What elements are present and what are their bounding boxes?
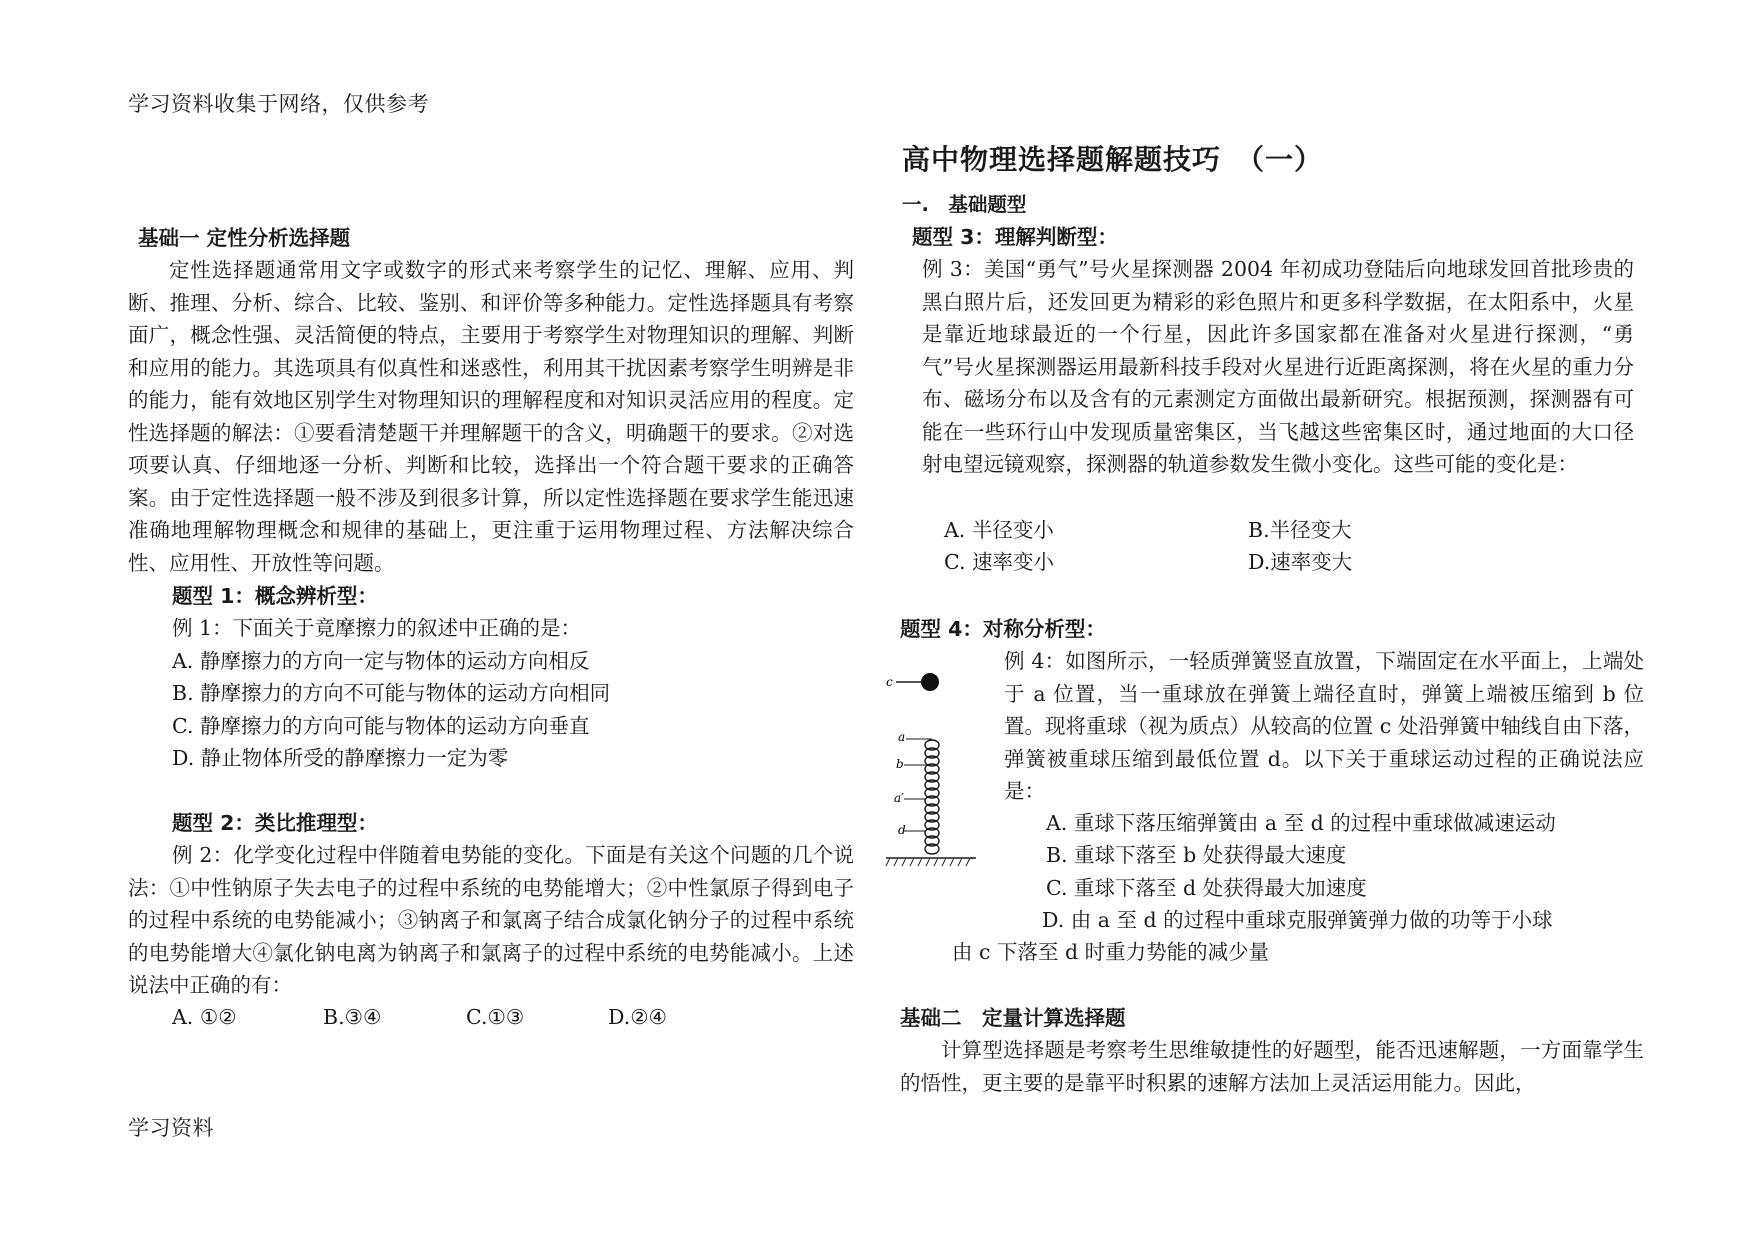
- svg-text:b: b: [896, 757, 904, 771]
- example3-option-d: D.速率变大: [1248, 550, 1353, 574]
- example4-question: 例 4：如图所示，一轻质弹簧竖直放置，下端固定在水平面上，上端处于 a 位置，当一重球放在弹簧上端径直时，弹簧上端被压缩到 b 位置。现将重球（视为质点）从较高的位置 c 处沿弹簧中轴线自由下落，弹簧被重球压缩到最低位置 d。以下关于重球运动过程的正确说法应是：: [1004, 649, 1644, 803]
- example4-option-b: B. 重球下落至 b 处获得最大速度: [1046, 843, 1347, 867]
- example2-question: 例 2：化学变化过程中伴随着电势能的变化。下面是有关这个问题的几个说法：①中性钠原子失去电子的过程中系统的电势能增大；②中性氯原子得到电子的过程中系统的电势能减小；③钠离子和氯离子结合成氯化钠分子的过程中系统的电势能增大④氯化钠电离为钠离子和氯离子的过程中系统的电势能减小。上述说法中正确的有：: [128, 843, 854, 997]
- spring-figure: [880, 668, 980, 876]
- figure-label-c: [886, 675, 893, 689]
- svg-text:c: c: [886, 675, 893, 689]
- type4-heading: 题型 4：对称分析型：: [900, 617, 1106, 641]
- example2-option-b: B.③④: [323, 1005, 382, 1029]
- section-title-quantitative: 基础二 定量计算选择题: [900, 1006, 1126, 1030]
- example1-question: 例 1：下面关于竟摩擦力的叙述中正确的是：: [172, 616, 582, 640]
- ground-hatching: [886, 858, 970, 866]
- example1-option-c: C. 静摩擦力的方向可能与物体的运动方向垂直: [172, 714, 590, 738]
- intro-paragraph: 定性选择题通常用文字或数字的形式来考察学生的记忆、理解、应用、判断、推理、分析、综合、比较、鉴别、和评价等多种能力。定性选择题具有考察面广，概念性强、灵活简便的特点，主要用于考察学生对物理知识的理解、判断和应用的能力。其选项具有似真性和迷惑性，利用其干扰因素考察学生明辨是非的能力，能有效地区别学生对物理知识的理解程度和对知识灵活应用的程度。定性选择题的解法：①要看清楚题干并理解题干的含义，明确题干的要求。②对选项要认真、仔细地逐一分析、判断和比较，选择出一个符合题干要求的正确答案。由于定性选择题一般不涉及到很多计算，所以定性选择题在要求学生能迅速准确地理解物理概念和规律的基础上，更注重于运用物理过程、方法解决综合性、应用性、开放性等问题。: [128, 258, 854, 575]
- type3-heading: 题型 3：理解判断型：: [912, 225, 1118, 249]
- figure-label-d: [898, 823, 906, 837]
- type1-heading: 题型 1：概念辨析型：: [172, 584, 378, 608]
- figure-label-a-prime: [894, 791, 904, 805]
- ball-icon: [921, 673, 939, 691]
- svg-text:a: a: [898, 730, 906, 744]
- example3-option-c: C. 速率变小: [944, 550, 1054, 574]
- svg-text:d: d: [898, 823, 906, 837]
- example4-option-d: D. 由 a 至 d 的过程中重球克服弹簧弹力做的功等于小球: [1042, 908, 1553, 932]
- example3-question: 例 3：美国“勇气”号火星探测器 2004 年初成功登陆后向地球发回首批珍贵的黑白照片后，还发回更为精彩的彩色照片和更多科学数据，在太阳系中，火星是靠近地球最近的一个行星，因此许多国家都在准备对火星进行探测，“勇气”号火星探测器运用最新科技手段对火星进行近距离探测，将在火星的重力分布、磁场分布以及含有的元素测定方面做出最新研究。根据预测，探测器有可能在一些环行山中发现质量密集区，当飞越这些密集区时，通过地面的大口径射电望远镜观察，探测器的轨道参数发生微小变化。这些可能的变化是：: [922, 257, 1634, 476]
- spring-coils: [925, 740, 939, 854]
- page-footer: 学习资料: [128, 1116, 214, 1140]
- section-heading-basic: 一. 基础题型: [902, 193, 1027, 216]
- example4-option-a: A. 重球下落压缩弹簧由 a 至 d 的过程中重球做减速运动: [1046, 811, 1556, 835]
- section-title-qualitative: 基础一 定性分析选择题: [138, 226, 351, 250]
- page-header: 学习资料收集于网络，仅供参考: [128, 92, 429, 116]
- example4-option-c: C. 重球下落至 d 处获得最大加速度: [1046, 876, 1367, 900]
- quantitative-intro-paragraph: 计算型选择题是考察考生思维敏捷性的好题型，能否迅速解题，一方面靠学生的悟性，更主要的是靠平时积累的速解方法加上灵活运用能力。因此，: [900, 1038, 1644, 1095]
- svg-text:a′: a′: [894, 791, 904, 805]
- figure-label-b: [896, 757, 904, 771]
- example3-option-a: A. 半径变小: [944, 518, 1054, 542]
- example2-option-d: D.②④: [608, 1005, 667, 1029]
- example1-option-d: D. 静止物体所受的静摩擦力一定为零: [172, 746, 509, 770]
- example1-option-b: B. 静摩擦力的方向不可能与物体的运动方向相同: [172, 681, 611, 705]
- example1-option-a: A. 静摩擦力的方向一定与物体的运动方向相反: [172, 649, 590, 673]
- example3-option-b: B.半径变大: [1248, 518, 1352, 542]
- example2-option-a: A. ①②: [172, 1005, 237, 1029]
- figure-label-a: [898, 730, 905, 744]
- example2-option-c: C.①③: [466, 1005, 525, 1029]
- example4-option-d-continued: 由 c 下落至 d 时重力势能的减少量: [952, 940, 1270, 964]
- type2-heading: 题型 2：类比推理型：: [172, 811, 378, 835]
- page-title: 高中物理选择题解题技巧 （一）: [902, 143, 1324, 176]
